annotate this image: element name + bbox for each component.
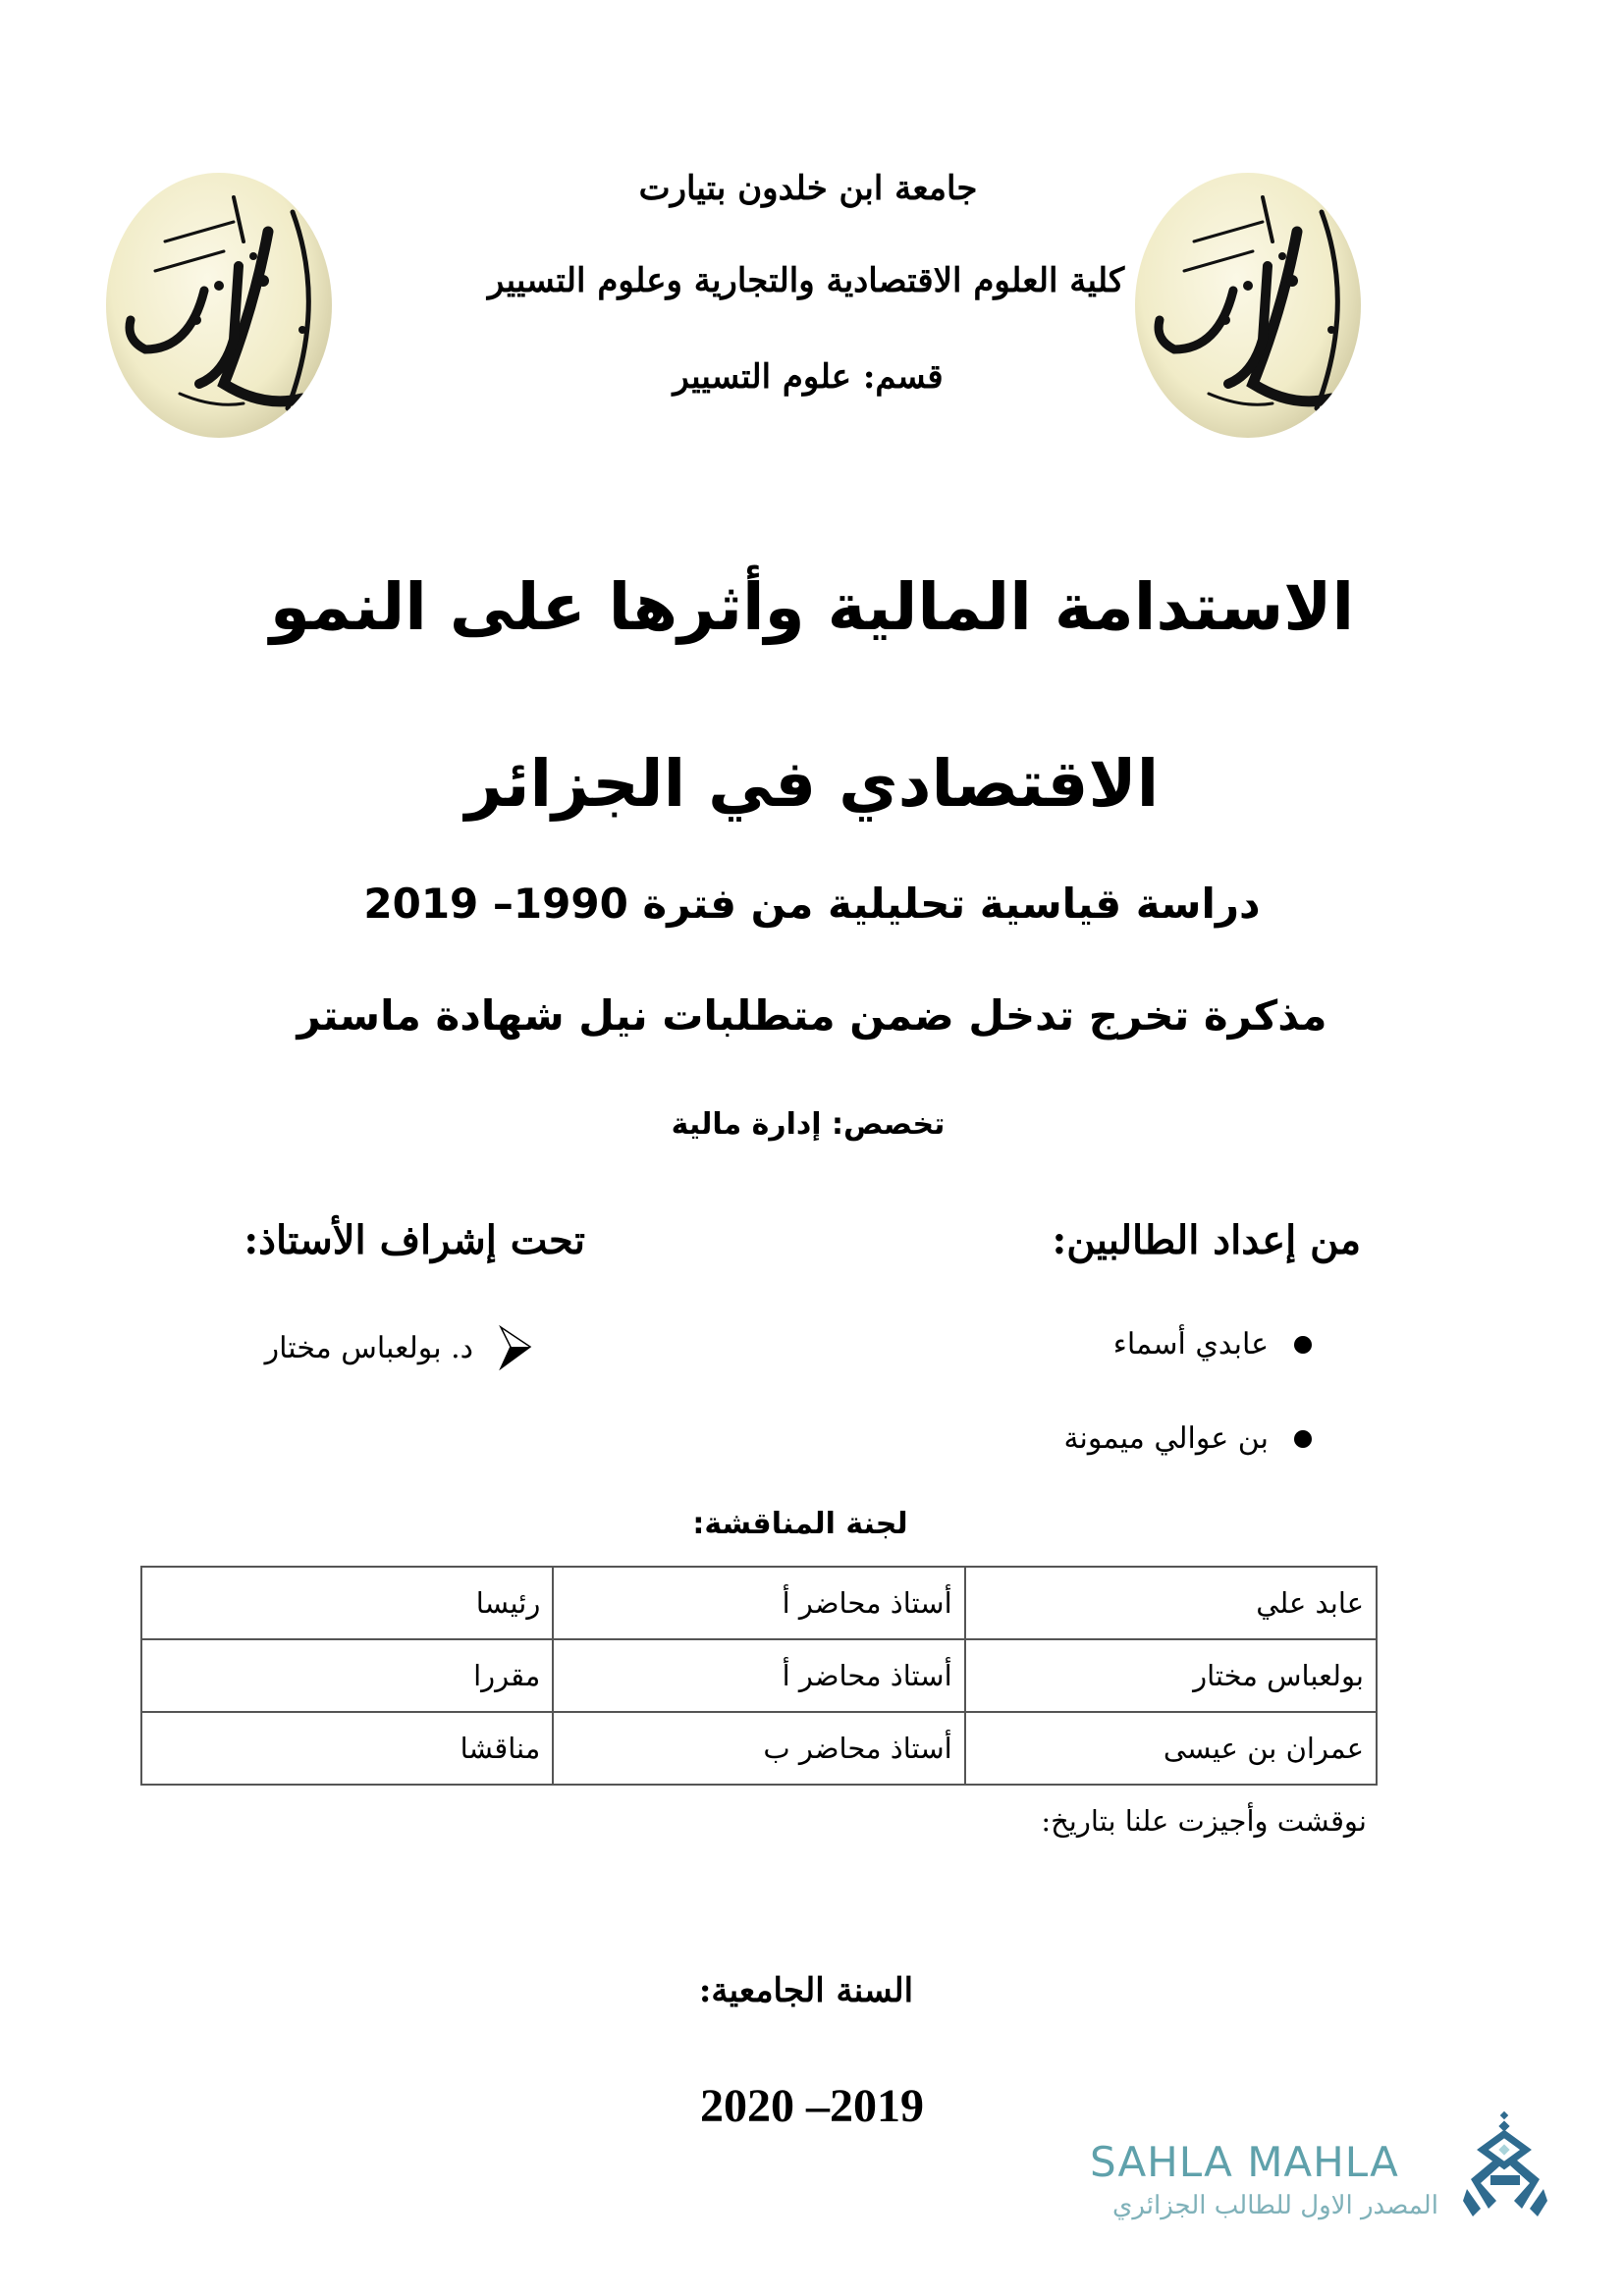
thesis-title-line-1: الاستدامة المالية وأثرها على النمو xyxy=(269,569,1355,645)
committee-member-name: عمران بن عيسى xyxy=(965,1712,1377,1785)
students-heading: من إعداد الطالبين: xyxy=(1052,1217,1361,1263)
watermark-tagline: المصدر الاول للطالب الجزائري xyxy=(1112,2191,1438,2220)
committee-table xyxy=(140,1566,1378,1786)
sahla-mahla-watermark xyxy=(1090,2110,1551,2228)
student-list-item xyxy=(1113,1327,1312,1362)
committee-member-name: عابد علي xyxy=(965,1567,1377,1639)
university-name: جامعة ابن خلدون بتيارت xyxy=(638,169,978,208)
department-name: قسم: علوم التسيير xyxy=(673,357,944,397)
university-seal-left xyxy=(106,173,332,438)
supervisor-name: د. بولعباس مختار xyxy=(264,1330,473,1365)
committee-member-name: بولعباس مختار xyxy=(965,1639,1377,1712)
table-row xyxy=(141,1712,1377,1785)
faculty-name: كلية العلوم الاقتصادية والتجارية وعلوم التسيير xyxy=(487,261,1125,300)
committee-member-role: مقررا xyxy=(141,1639,553,1712)
filled-circle-bullet-icon xyxy=(1294,1336,1312,1354)
academic-year-label: السنة الجامعية: xyxy=(698,1971,914,2010)
committee-member-rank: أستاذ محاضر ب xyxy=(553,1712,964,1785)
thesis-subtitle: دراسة قياسية تحليلية من فترة 1990– 2019 xyxy=(363,880,1261,928)
thesis-degree-note: مذكرة تخرج تدخل ضمن متطلبات نيل شهادة ماستر xyxy=(297,991,1327,1040)
thesis-title-line-2: الاقتصادي في الجزائر xyxy=(464,746,1160,822)
university-seal-icon xyxy=(106,173,332,438)
arrowhead-bullet-icon xyxy=(499,1325,532,1370)
student-name: بن عوالي ميمونة xyxy=(1063,1421,1269,1456)
table-row xyxy=(141,1567,1377,1639)
committee-heading: لجنة المناقشة: xyxy=(692,1507,908,1541)
university-seal-right xyxy=(1135,173,1361,438)
committee-member-rank: أستاذ محاضر أ xyxy=(553,1567,964,1639)
academic-year-value: 2020 –2019 xyxy=(700,2080,924,2132)
table-row xyxy=(141,1639,1377,1712)
committee-member-rank: أستاذ محاضر أ xyxy=(553,1639,964,1712)
watermark-brand: SAHLA MAHLA xyxy=(1090,2138,1399,2186)
specialization: تخصص: إدارة مالية xyxy=(671,1107,946,1142)
sahla-mahla-logo-icon xyxy=(1461,2110,1549,2220)
student-list-item xyxy=(1063,1421,1312,1456)
defense-date-note: نوقشت وأجيزت علنا بتاريخ: xyxy=(1041,1804,1367,1838)
student-name: عابدي أسماء xyxy=(1112,1327,1269,1362)
supervisor-list-item xyxy=(265,1325,532,1370)
supervisor-heading: تحت إشراف الأستاذ: xyxy=(244,1217,585,1263)
university-seal-icon xyxy=(1135,173,1361,438)
committee-member-role: مناقشا xyxy=(141,1712,553,1785)
committee-member-role: رئيسا xyxy=(141,1567,553,1639)
filled-circle-bullet-icon xyxy=(1294,1430,1312,1448)
